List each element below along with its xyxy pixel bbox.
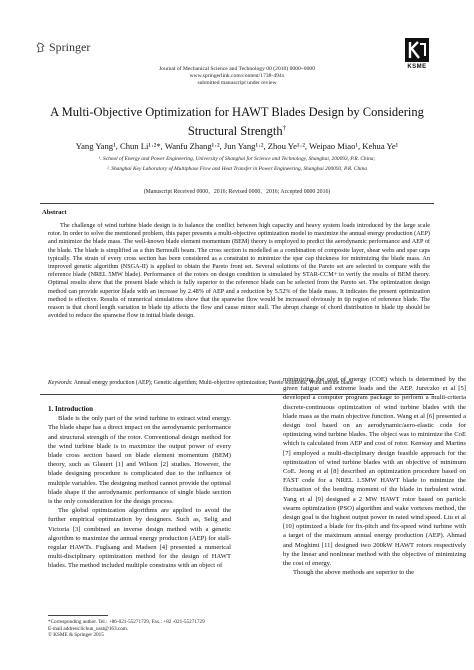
author-list: Yang Yang¹, Chun Li¹·²*, Wanfu Zhang¹·², Jun Yang¹·², Zhou Ye¹·², Weipao Miao¹, Kehua Ye¹ — [75, 141, 399, 151]
affiliation-2: ². Shanghai Key Laboratory of Multiphase Flow and Heat Transfer in Power Engineering, Shanghai 200093, P.R. China — [106, 166, 368, 172]
column-right — [283, 375, 466, 577]
corresponding-author: *Corresponding author. Tel.: +86-021-55271729, Fax.: +82 -021-55271729 — [48, 619, 205, 625]
paragraph: Blade is the only part of the wind turbine to extract wind energy. The blade shape has a direct impact on the aerodynamic performance and structural strength of the rotor. Conventional design method for the wind turbine blade is to maximize the output power of every blade cross section based on blade element momentum (BEM) theory, such as Glauert [1] and Wilson [2] studies. However, the blade designing procedure is complicated due to the influence of multiple variables. The designing method cannot provide the optimal blade shape if the aerodynamic performance of single blade section is the only consideration for the design process. — [48, 415, 231, 506]
rule-top — [40, 203, 434, 204]
paragraph: Though the above methods are superior to the — [293, 569, 415, 577]
paragraph: The global optimization algorithms are applied to avoid the further empirical optimization by designers. Such as, Selig and Victoria [3] combined an inverse design method with a genetic algorithm to maximize the annual energy production (AEP) for stall-regular HAWTs. Fuglsang and Madsen [4] presented a numerical multi-disciplinary optimization method for the design of HAWT blades. The method included multiple constrains with an object of — [48, 507, 231, 570]
ksme-label: KSME — [407, 64, 427, 70]
ksme-logo — [400, 38, 434, 70]
springer-logo — [36, 40, 90, 55]
paper-title — [40, 104, 434, 139]
abstract-text: The challenge of wind turbine blade design is to balance the conflict between high capacity and heavy system loads introduced by the large scale rotor. In order to solve the mentioned problem, this paper presents a multi-objective optimization model to maximize the annual energy production (AEP) and minimize the blade mass. The well-known blade element momentum (BEM) theory is employed to predict the aerodynamic performance and AEP of the blade. The blade is simplified as a thin Bernoulli beam. The cross section is modelled as a combination of composite layer, shear webs and spar caps typically. The strain of every cross section has been considered as a constraint to minimize the spar cap thickness for minimizing the blade mass. An improved genetic algorithm (NSGA-II) is applied to obtain the Pareto front set. Several solutions of the Pareto set are selected to compare with the reference blade (NREL 5MW blade). Performance of the rotors on design condition is simulated by STAR-CCM+ to verify the results of BEM theory. Optimal results show that the present blade which is fully superior to the reference blade can be selected from the Pareto set. The optimization design method can provide superior blade with an increase by 2.48% of AEP and a reduction by 5.52% of the blade mass. It indicates the present optimization method is effective. Results of numerical simulations show that the spanwise flow would be increased obviously in tip region of reference blade. The reason is that chord length variation in blade tip affects the flow and cause minor stall. The abrupt change of chord distribution in blade tip should be avoided to reduce the spanwise flow in initial blade design. — [48, 222, 430, 320]
paragraph: minimizing the cost of energy (COE) which is determined by the given fatigue and extreme loads and the AEP. Jureczko et al [5] developed a computer program package to perform a multi-criteria discrete-continuous optimization of wind turbine blades with the blade mass as the main objective function. Wang et al [6] presented a design tool based on an aerodynamic/aero-elastic code for optimizing wind turbine blades. The object was to minimize the CoE which is calculated from AEP and cost of rotor. Kenway and Martins [7] employed a multi-disciplinary design feasible approach for the optimization of wind turbine blades with an objective of minimum CoE. Jeong et al [8] described an optimization procedure based on FAST code for a NREL 1.5MW HAWT blade to minimize the fluctuation of the bending moment of the blade in turbulent wind. Yang et al [9] designed a 2 MW HAWT rotor based on particle swarm optimization (PSO) algorithm and wake vortexes method, the design goal is the highest output power in rated wind speed. Liu et al [10] optimized a blade for fix-pitch and fix-speed wind turbine with a target of the maximum annual energy production (AEP). Ahmad and Moghimi [11] designed two 200kW HAWT rotors respectively by the linear and nonlinear method with the objective of minimizing the cost of energy. — [283, 376, 466, 568]
springer-horse-icon — [36, 42, 45, 53]
title-dagger: † — [282, 124, 287, 132]
ksme-emblem-icon — [405, 38, 429, 62]
footnote-rule — [48, 615, 108, 616]
keywords-label: Keywords — [48, 380, 71, 386]
publisher-name: Springer — [49, 40, 91, 54]
affiliation-1: ¹. School of Energy and Power Engineering, University of Shanghai for Science and Technology, Shanghai, 200093, P.R. China; — [98, 156, 376, 162]
keywords-text: : Annual energy production (AEP); Genetic algorithm; Multi-objective optimization; Pareto solutions; Wind turbine blade — [70, 380, 354, 386]
journal-url: www.springerlink.com/content/1738-494x — [189, 73, 285, 79]
copyright: © KSME & Springer 2015 — [48, 632, 104, 639]
column-left — [48, 405, 231, 571]
manuscript-dates: (Manuscript Received 0000，2016; Revised 0000，2016; Accepted 0000 2016) — [143, 189, 331, 195]
section-heading: 1. Introduction — [48, 405, 93, 413]
title-line-1: A Multi-Objective Optimization for HAWT Blades Design by Considering — [50, 105, 424, 119]
abstract-heading: Abstract — [42, 209, 67, 216]
abstract-body — [48, 222, 430, 320]
footnote — [48, 619, 231, 639]
journal-line: Journal of Mechanical Science and Technology 00 (2010) 0000~0000 — [158, 66, 315, 72]
journal-status: submitted manuscript under review — [197, 80, 277, 86]
title-line-2: Structural Strength† — [187, 124, 287, 139]
email: E-mail address:lichun_usst@163.com. — [48, 625, 129, 632]
